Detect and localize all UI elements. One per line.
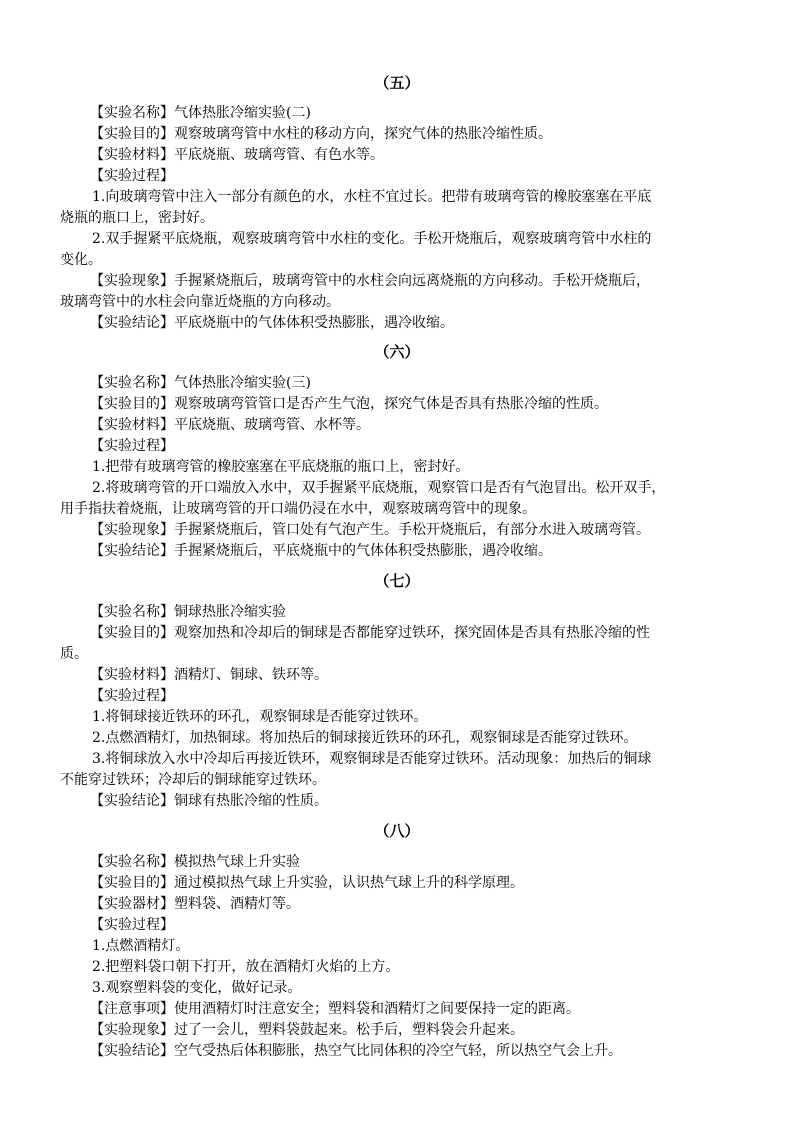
section-8-conclusion: 【实验结论】空气受热后体积膨胀，热空气比同体积的冷空气轻，所以热空气会上升。 — [90, 1043, 622, 1059]
section-8-equipment: 【实验器材】塑料袋、酒精灯等。 — [90, 896, 300, 912]
section-6-phenomenon: 【实验现象】手握紧烧瓶后，管口处有气泡产生。手松开烧瓶后，有部分水进入玻璃弯管。 — [90, 522, 650, 538]
section-6-process-heading: 【实验过程】 — [90, 438, 174, 454]
section-5-phenomenon-cont: 玻璃弯管中的水柱会向靠近烧瓶的方向移动。 — [60, 294, 340, 310]
section-6-title: （六） — [374, 343, 420, 361]
section-6-step-2: 2.将玻璃弯管的开口端放入水中，双手握紧平底烧瓶，观察管口是否有气泡冒出。松开双手， — [92, 480, 666, 496]
section-6-materials: 【实验材料】平底烧瓶、玻璃弯管、水杯等。 — [90, 417, 370, 433]
section-5-step-2-cont: 变化。 — [60, 252, 102, 268]
section-5-experiment-name: 【实验名称】气体热胀冷缩实验(二) — [90, 105, 311, 121]
section-8-process-heading: 【实验过程】 — [90, 917, 174, 933]
section-7-conclusion: 【实验结论】铜球有热胀冷缩的性质。 — [90, 793, 328, 809]
section-7-purpose-cont: 质。 — [60, 646, 88, 662]
section-5-step-2: 2.双手握紧平底烧瓶，观察玻璃弯管中水柱的变化。手松开烧瓶后，观察玻璃弯管中水柱的 — [92, 231, 652, 247]
section-6-experiment-name: 【实验名称】气体热胀冷缩实验(三) — [90, 375, 311, 391]
section-8-step-3: 3.观察塑料袋的变化，做好记录。 — [92, 980, 302, 996]
section-6-step-1: 1.把带有玻璃弯管的橡胶塞塞在平底烧瓶的瓶口上，密封好。 — [92, 459, 470, 475]
section-5-conclusion: 【实验结论】平底烧瓶中的气体体积受热膨胀，遇冷收缩。 — [90, 315, 454, 331]
section-8-step-2: 2.把塑料袋口朝下打开，放在酒精灯火焰的上方。 — [92, 959, 400, 975]
section-5-step-1-cont: 烧瓶的瓶口上，密封好。 — [60, 210, 214, 226]
section-6-conclusion: 【实验结论】手握紧烧瓶后，平底烧瓶中的气体体积受热膨胀，遇冷收缩。 — [90, 543, 552, 559]
section-7-process-heading: 【实验过程】 — [90, 688, 174, 704]
section-6-purpose: 【实验目的】观察玻璃弯管管口是否产生气泡，探究气体是否具有热胀冷缩的性质。 — [90, 396, 608, 412]
section-8-step-1: 1.点燃酒精灯。 — [92, 938, 190, 954]
section-7-title: （七） — [374, 572, 420, 590]
section-5-materials: 【实验材料】平底烧瓶、玻璃弯管、有色水等。 — [90, 147, 384, 163]
section-8-experiment-name: 【实验名称】模拟热气球上升实验 — [90, 854, 300, 870]
section-6-step-2-cont: 用手指扶着烧瓶，让玻璃弯管的开口端仍浸在水中，观察玻璃弯管中的现象。 — [60, 501, 536, 517]
section-5-phenomenon: 【实验现象】手握紧烧瓶后，玻璃弯管中的水柱会向远离烧瓶的方向移动。手松开烧瓶后， — [90, 273, 650, 289]
section-7-materials: 【实验材料】酒精灯、铜球、铁环等。 — [90, 667, 328, 683]
section-7-purpose: 【实验目的】观察加热和冷却后的铜球是否都能穿过铁环，探究固体是否具有热胀冷缩的性 — [90, 625, 650, 641]
section-5-title: （五） — [374, 74, 420, 92]
section-8-precautions: 【注意事项】使用酒精灯时注意安全；塑料袋和酒精灯之间要保持一定的距离。 — [90, 1001, 580, 1017]
section-8-phenomenon: 【实验现象】过了一会儿，塑料袋鼓起来。松手后，塑料袋会升起来。 — [90, 1022, 524, 1038]
section-5-process-heading: 【实验过程】 — [90, 168, 174, 184]
section-7-step-1: 1.将铜球接近铁环的环孔，观察铜球是否能穿过铁环。 — [92, 709, 428, 725]
section-7-step-2: 2.点燃酒精灯，加热铜球。将加热后的铜球接近铁环的环孔，观察铜球是否能穿过铁环。 — [92, 730, 638, 746]
section-8-purpose: 【实验目的】通过模拟热气球上升实验，认识热气球上升的科学原理。 — [90, 875, 524, 891]
section-7-step-3: 3.将铜球放入水中冷却后再接近铁环，观察铜球是否能穿过铁环。活动现象：加热后的铜球 — [92, 751, 652, 767]
section-8-title: （八） — [374, 822, 420, 840]
section-7-step-3-cont: 不能穿过铁环；冷却后的铜球能穿过铁环。 — [60, 772, 326, 788]
section-5-purpose: 【实验目的】观察玻璃弯管中水柱的移动方向，探究气体的热胀冷缩性质。 — [90, 126, 552, 142]
section-5-step-1: 1.向玻璃弯管中注入一部分有颜色的水，水柱不宜过长。把带有玻璃弯管的橡胶塞塞在平底 — [92, 189, 652, 205]
section-7-experiment-name: 【实验名称】铜球热胀冷缩实验 — [90, 604, 286, 620]
